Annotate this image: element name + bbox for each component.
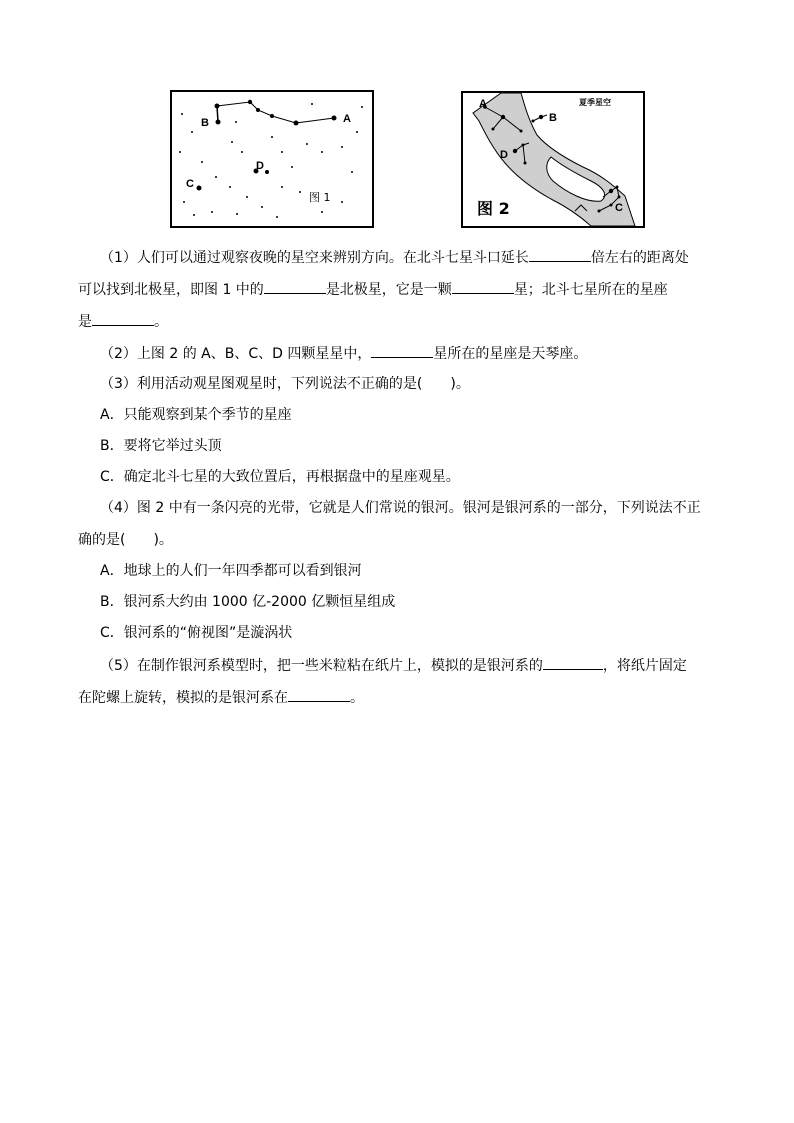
figure-1-star-map <box>170 90 374 228</box>
q1-text-1: （1）人们可以通过观察夜晚的星空来辨别方向。在北斗七星斗口延长 <box>100 250 529 266</box>
q2-text-2: 星所在的星座是天琴座。 <box>433 346 588 362</box>
q3-option-a[interactable]: A．只能观察到某个季节的星座 <box>100 407 292 423</box>
q1-line-2 <box>78 279 668 300</box>
q1-blank-2[interactable] <box>264 279 326 294</box>
q5-text-1: （5）在制作银河系模型时，把一些米粒粘在纸片上，模拟的是银河系的 <box>100 658 543 674</box>
q1-text-3: 可以找到北极星，即图 1 中的 <box>78 282 264 298</box>
fig2-label-b: B <box>549 112 557 124</box>
fig1-label-a: A <box>343 113 351 125</box>
q4-option-c[interactable]: C．银河系的“俯视图”是漩涡状 <box>100 625 293 641</box>
q1-line-3 <box>78 311 168 332</box>
fig2-label-a: A <box>479 98 487 110</box>
figure-2-summer-sky-map <box>461 91 645 228</box>
fig1-caption: 图 1 <box>309 191 331 204</box>
q1-line-1 <box>100 247 689 268</box>
q1-text-7: 。 <box>154 314 168 330</box>
fig2-label-c: C <box>615 202 623 214</box>
q3-option-c[interactable]: C．确定北斗七星的大致位置后，再根据盘中的星座观星。 <box>100 469 460 485</box>
q5-text-4: 。 <box>350 690 364 706</box>
q5-line-2 <box>78 687 364 708</box>
q3-stem: （3）利用活动观星图观星时，下列说法不正确的是( )。 <box>100 376 470 392</box>
fig1-label-d: D <box>256 160 264 172</box>
q3-option-b[interactable]: B．要将它举过头顶 <box>100 438 222 454</box>
q4-option-a[interactable]: A．地球上的人们一年四季都可以看到银河 <box>100 563 362 579</box>
fig1-label-b: B <box>201 117 209 129</box>
figure-1-graphic <box>172 92 372 226</box>
q2-text-1: （2）上图 2 的 A、B、C、D 四颗星星中， <box>100 346 372 362</box>
q4-option-b[interactable]: B．银河系大约由 1000 亿-2000 亿颗恒星组成 <box>100 594 396 610</box>
q4-stem-line-2: 确的是( )。 <box>78 532 173 548</box>
fig1-label-c: C <box>186 178 194 190</box>
q5-line-1 <box>100 655 687 676</box>
q1-blank-1[interactable] <box>529 247 591 262</box>
q5-blank-2[interactable] <box>288 687 350 702</box>
q4-stem-line-1: （4）图 2 中有一条闪亮的光带，它就是人们常说的银河。银河是银河系的一部分，下列说法不正 <box>100 500 701 516</box>
q1-text-5: 星；北斗七星所在的星座 <box>513 282 668 298</box>
fig2-title: 夏季星空 <box>579 98 611 107</box>
figure-2-graphic <box>463 93 643 226</box>
q5-text-2: ，将纸片固定 <box>602 658 687 674</box>
q1-text-4: 是北极星，它是一颗 <box>325 282 452 298</box>
q2-blank[interactable] <box>371 343 433 358</box>
fig2-caption: 图 2 <box>477 199 510 218</box>
q1-blank-3[interactable] <box>452 279 514 294</box>
q1-blank-4[interactable] <box>92 311 154 326</box>
q1-text-2: 倍左右的距离处 <box>590 250 689 266</box>
q2-line <box>100 343 587 364</box>
fig2-label-d: D <box>500 149 508 161</box>
q5-text-3: 在陀螺上旋转，模拟的是银河系在 <box>78 690 288 706</box>
q1-text-6: 是 <box>78 314 92 330</box>
q5-blank-1[interactable] <box>543 655 603 670</box>
